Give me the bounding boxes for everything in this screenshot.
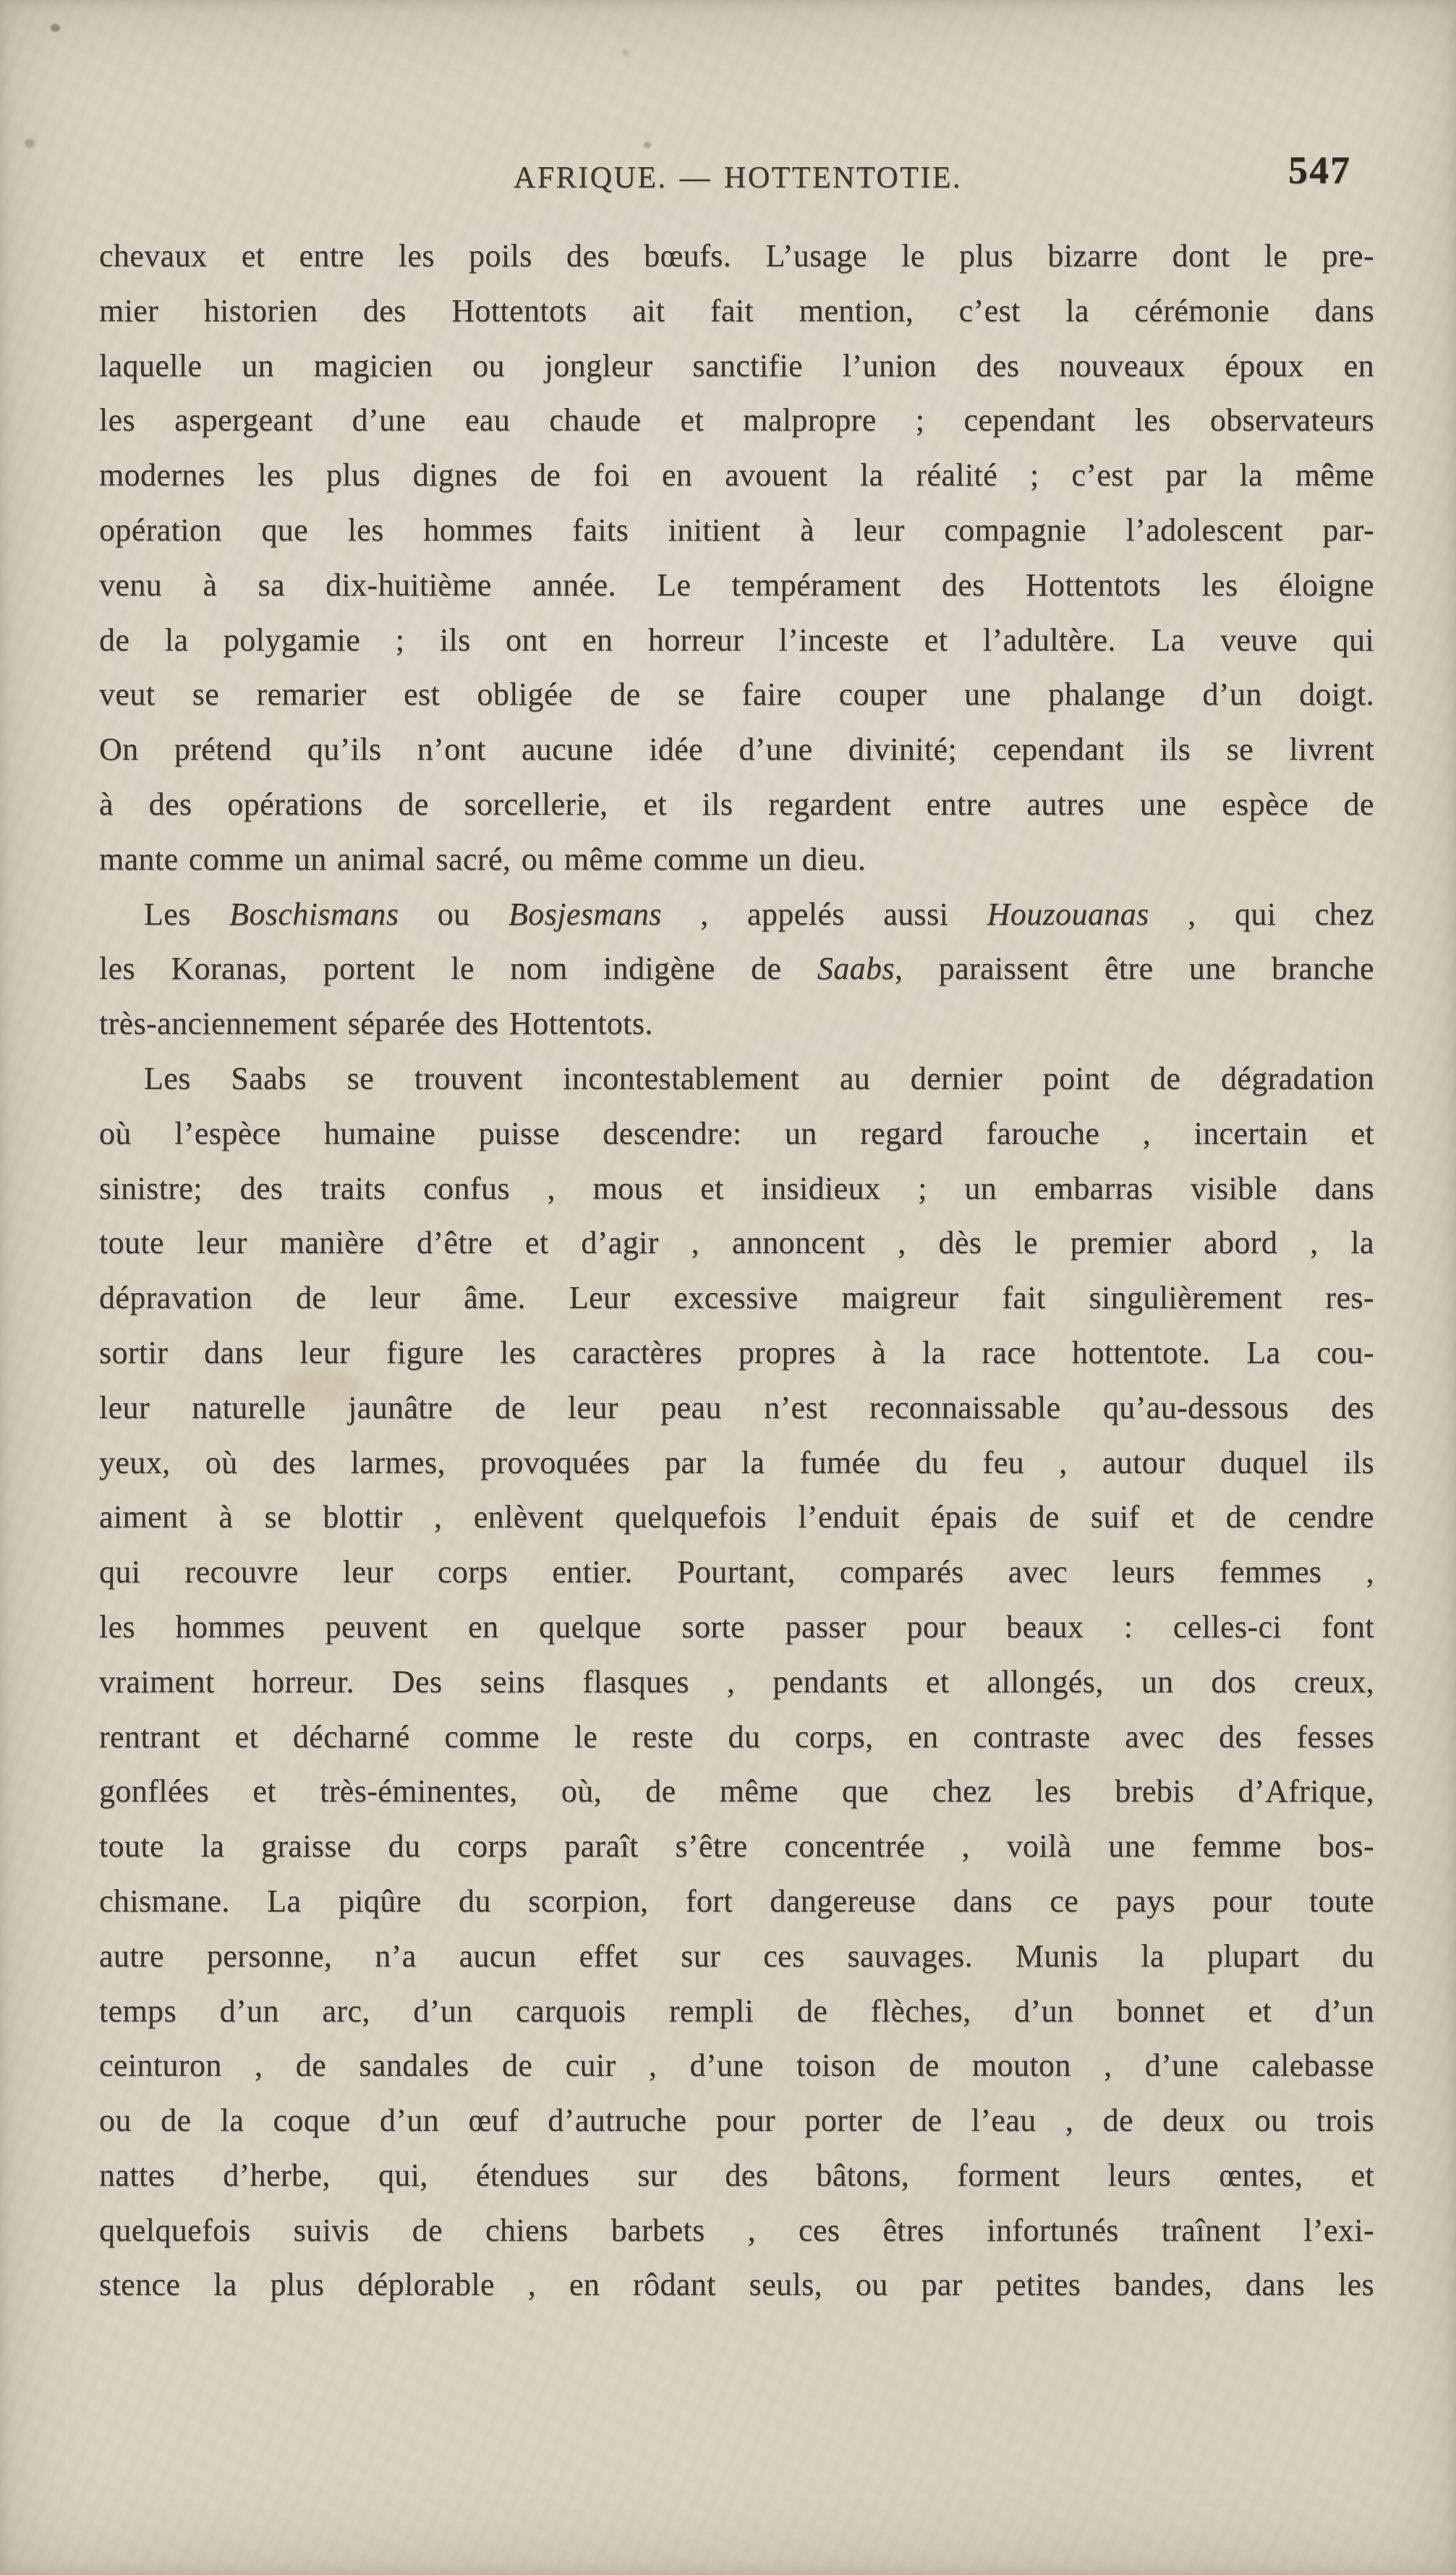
- text-line: [99, 941, 1374, 996]
- text-segment: veut se remarier est obligée de se faire couper une phalange d’un doigt.: [99, 676, 1374, 713]
- text-segment: modernes les plus dignes de foi en avouent la réalité ; c’est par la même: [99, 457, 1374, 493]
- text-segment: ou de la coque d’un œuf d’autruche pour porter de l’eau , de deux ou trois: [99, 2103, 1374, 2139]
- text-segment: , qui chez: [1149, 896, 1374, 932]
- paper-speck: [622, 49, 629, 56]
- text-line: [99, 2148, 1374, 2203]
- text-line: [99, 1051, 1374, 1106]
- paper-speck: [25, 139, 35, 148]
- text-line: [99, 558, 1374, 613]
- text-line: [99, 2257, 1374, 2312]
- text-line: [99, 887, 1374, 942]
- text-segment: les aspergeant d’une eau chaude et malpropre ; cependant les observateurs: [99, 402, 1374, 438]
- text-segment: , appelés aussi: [661, 896, 987, 932]
- text-line: [99, 2093, 1374, 2148]
- text-line: [99, 1380, 1374, 1435]
- text-segment: très-anciennement séparée des Hottentots.: [99, 1006, 653, 1042]
- text-segment: les Koranas, portent le nom indigène de: [99, 951, 817, 987]
- page-number: 547: [1288, 148, 1351, 192]
- text-line: [99, 1929, 1374, 1984]
- text-segment: On prétend qu’ils n’ont aucune idée d’une divinité; cependant ils se livrent: [99, 731, 1374, 768]
- text-line: [99, 448, 1374, 503]
- text-segment: mier historien des Hottentots ait fait mention, c’est la cérémonie dans: [99, 292, 1374, 328]
- text-segment: ou: [399, 896, 509, 932]
- text-segment: toute leur manière d’être et d’agir , annoncent , dès le premier abord , la: [99, 1225, 1374, 1261]
- text-segment: gonflées et très-éminentes, où, de même que chez les brebis d’Afrique,: [99, 1773, 1374, 1810]
- text-line: [99, 1545, 1374, 1600]
- text-segment: sinistre; des traits confus , mous et insidieux ; un embarras visible dans: [99, 1170, 1374, 1206]
- text-line: [99, 1435, 1374, 1490]
- text-line: [99, 1106, 1374, 1161]
- text-segment: yeux, où des larmes, provoquées par la fumée du feu , autour duquel ils: [99, 1444, 1374, 1480]
- text-segment: nattes d’herbe, qui, étendues sur des bâtons, forment leurs œntes, et: [99, 2157, 1374, 2193]
- text-line: [99, 667, 1374, 722]
- text-segment: sortir dans leur figure les caractères propres à la race hottentote. La cou-: [99, 1334, 1374, 1370]
- text-line: [99, 1655, 1374, 1710]
- text-segment: rentrant et décharné comme le reste du corps, en contraste avec des fesses: [99, 1718, 1374, 1755]
- text-segment: ceinturon , de sandales de cuir , d’une toison de mouton , d’une calebasse: [99, 2048, 1374, 2084]
- text-segment: , paraissent être une branche: [894, 951, 1374, 987]
- text-segment: dépravation de leur âme. Leur excessive maigreur fait singulièrement res-: [99, 1280, 1374, 1316]
- text-segment: chismane. La piqûre du scorpion, fort dangereuse dans ce pays pour toute: [99, 1883, 1374, 1919]
- text-segment: laquelle un magicien ou jongleur sanctifie l’union des nouveaux époux en: [99, 347, 1374, 383]
- text-line: [99, 613, 1374, 668]
- text-segment: qui recouvre leur corps entier. Pourtant, comparés avec leurs femmes ,: [99, 1554, 1374, 1590]
- text-line: [99, 2038, 1374, 2093]
- text-line: [99, 1984, 1374, 2039]
- text-segment: leur naturelle jaunâtre de leur peau n’est reconnaissable qu’au-dessous des: [99, 1389, 1374, 1425]
- text-segment: stence la plus déplorable , en rôdant seuls, ou par petites bandes, dans les: [99, 2267, 1374, 2303]
- text-segment: vraiment horreur. Des seins flasques , pendants et allongés, un dos creux,: [99, 1663, 1374, 1700]
- text-segment: les hommes peuvent en quelque sorte passer pour beaux : celles-ci font: [99, 1608, 1374, 1645]
- text-line: [99, 2203, 1374, 2258]
- text-line: [99, 722, 1374, 777]
- text-segment: aiment à se blottir , enlèvent quelquefois l’enduit épais de suif et de cendre: [99, 1499, 1374, 1535]
- text-line: [99, 229, 1374, 284]
- text-line: [99, 1600, 1374, 1655]
- text-line: [99, 1764, 1374, 1819]
- text-segment: autre personne, n’a aucun effet sur ces sauvages. Munis la plupart du: [99, 1938, 1374, 1974]
- running-header: AFRIQUE. — HOTTENTOTIE.: [514, 161, 962, 195]
- text-segment: où l’espèce humaine puisse descendre: un regard farouche , incertain et: [99, 1115, 1374, 1151]
- text-line: [99, 339, 1374, 394]
- body-text: [99, 229, 1374, 2312]
- text-line: [99, 393, 1374, 448]
- text-segment: de la polygamie ; ils ont en horreur l’inceste et l’adultère. La veuve qui: [99, 622, 1374, 658]
- text-segment: Les Saabs se trouvent incontestablement au dernier point de dégradation: [144, 1060, 1374, 1096]
- text-line: [99, 832, 1374, 887]
- text-line: [99, 1270, 1374, 1325]
- text-segment: temps d’un arc, d’un carquois rempli de flèches, d’un bonnet et d’un: [99, 1993, 1374, 2029]
- text-segment: mante comme un animal sacré, ou même comme un dieu.: [99, 841, 867, 877]
- text-segment: à des opérations de sorcellerie, et ils regardent entre autres une espèce de: [99, 786, 1374, 822]
- text-line: [99, 1710, 1374, 1765]
- text-segment: Les: [144, 896, 230, 932]
- text-line: [99, 777, 1374, 832]
- italic-term: Boschismans: [229, 896, 399, 932]
- text-segment: opération que les hommes faits initient à leur compagnie l’adolescent par-: [99, 512, 1374, 548]
- italic-term: Houzouanas: [987, 896, 1149, 932]
- paper-speck: [51, 24, 60, 32]
- text-line: [99, 284, 1374, 339]
- text-segment: chevaux et entre les poils des bœufs. L’usage le plus bizarre dont le pre-: [99, 238, 1374, 273]
- text-line: [99, 1216, 1374, 1270]
- text-line: [99, 503, 1374, 558]
- text-segment: quelquefois suivis de chiens barbets , ces êtres infortunés traînent l’exi-: [99, 2212, 1374, 2248]
- text-line: [99, 996, 1374, 1051]
- text-line: [99, 1819, 1374, 1874]
- text-segment: venu à sa dix-huitième année. Le tempérament des Hottentots les éloigne: [99, 567, 1374, 603]
- text-line: [99, 1161, 1374, 1216]
- text-segment: toute la graisse du corps paraît s’être concentrée , voilà une femme bos-: [99, 1828, 1374, 1865]
- text-line: [99, 1490, 1374, 1545]
- text-line: [99, 1325, 1374, 1380]
- italic-term: Bosjesmans: [508, 896, 662, 932]
- text-line: [99, 1874, 1374, 1929]
- italic-term: Saabs: [817, 951, 895, 987]
